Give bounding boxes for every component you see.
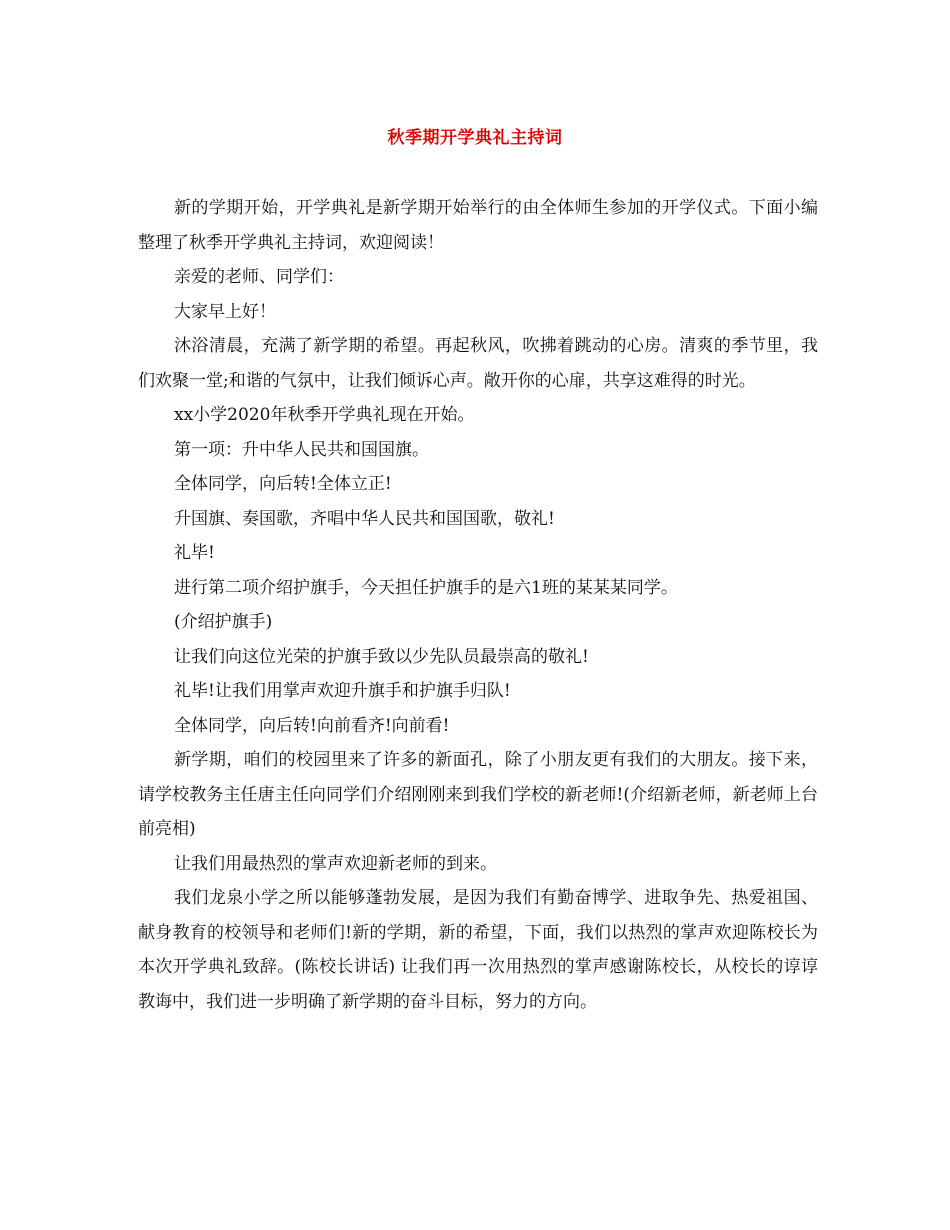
paragraph-greeting: 亲爱的老师、同学们：	[174, 267, 344, 287]
document-title: 秋季期开学典礼主持词	[387, 128, 563, 148]
paragraph-item-two: 进行第二项介绍护旗手，今天担任护旗手的是六1班的某某某同学。	[174, 577, 678, 598]
paragraph-anthem: 升国旗、奏国歌，齐唱中华人民共和国国歌，敬礼!	[174, 508, 555, 529]
document-body	[138, 191, 818, 1019]
paragraph-principal-speech: 我们龙泉小学之所以能够蓬勃发展，是因为我们有勤奋博学、进取争先、热爱祖国、献身教育的校领导和老师们!新的学期，新的希望，下面，我们以热烈的掌声欢迎陈校长为本次开学典礼致辞。(陈校长讲话) 让我们再一次用热烈的掌声感谢陈校长，从校长的谆谆教诲中，我们进一步明确了新学期的奋斗目标，努力的方向。	[138, 888, 818, 1012]
paragraph-new-teachers: 新学期，咱们的校园里来了许多的新面孔，除了小朋友更有我们的大朋友。接下来，请学校教务主任唐主任向同学们介绍刚刚来到我们学校的新老师!(介绍新老师，新老师上台前亮相)	[138, 750, 818, 839]
paragraph-introduce-guard: (介绍护旗手)	[174, 612, 273, 632]
paragraph-item-one: 第一项：升中华人民共和国国旗。	[174, 439, 429, 460]
paragraph-welcome-teachers: 让我们用最热烈的掌声欢迎新老师的到来。	[174, 853, 497, 874]
paragraph-good-morning: 大家早上好！	[174, 301, 276, 322]
paragraph-attention: 全体同学，向后转!全体立正!	[174, 474, 392, 494]
paragraph-ceremony-start: xx小学2020年秋季开学典礼现在开始。	[174, 405, 475, 425]
paragraph-salute-end: 礼毕!	[174, 543, 215, 563]
paragraph-intro: 新的学期开始，开学典礼是新学期开始举行的由全体师生参加的开学仪式。下面小编整理了秋季开学典礼主持词，欢迎阅读！	[138, 198, 818, 253]
paragraph-face-forward: 全体同学，向后转!向前看齐!向前看!	[174, 715, 450, 736]
paragraph-opening: 沐浴清晨，充满了新学期的希望。再起秋风，吹拂着跳动的心房。清爽的季节里，我们欢聚一堂;和谐的气氛中，让我们倾诉心声。敞开你的心扉，共享这难得的时光。	[138, 336, 818, 391]
paragraph-salute-guard: 让我们向这位光荣的护旗手致以少先队员最崇高的敬礼!	[174, 646, 589, 667]
paragraph-welcome-back: 礼毕!让我们用掌声欢迎升旗手和护旗手归队!	[174, 681, 511, 701]
